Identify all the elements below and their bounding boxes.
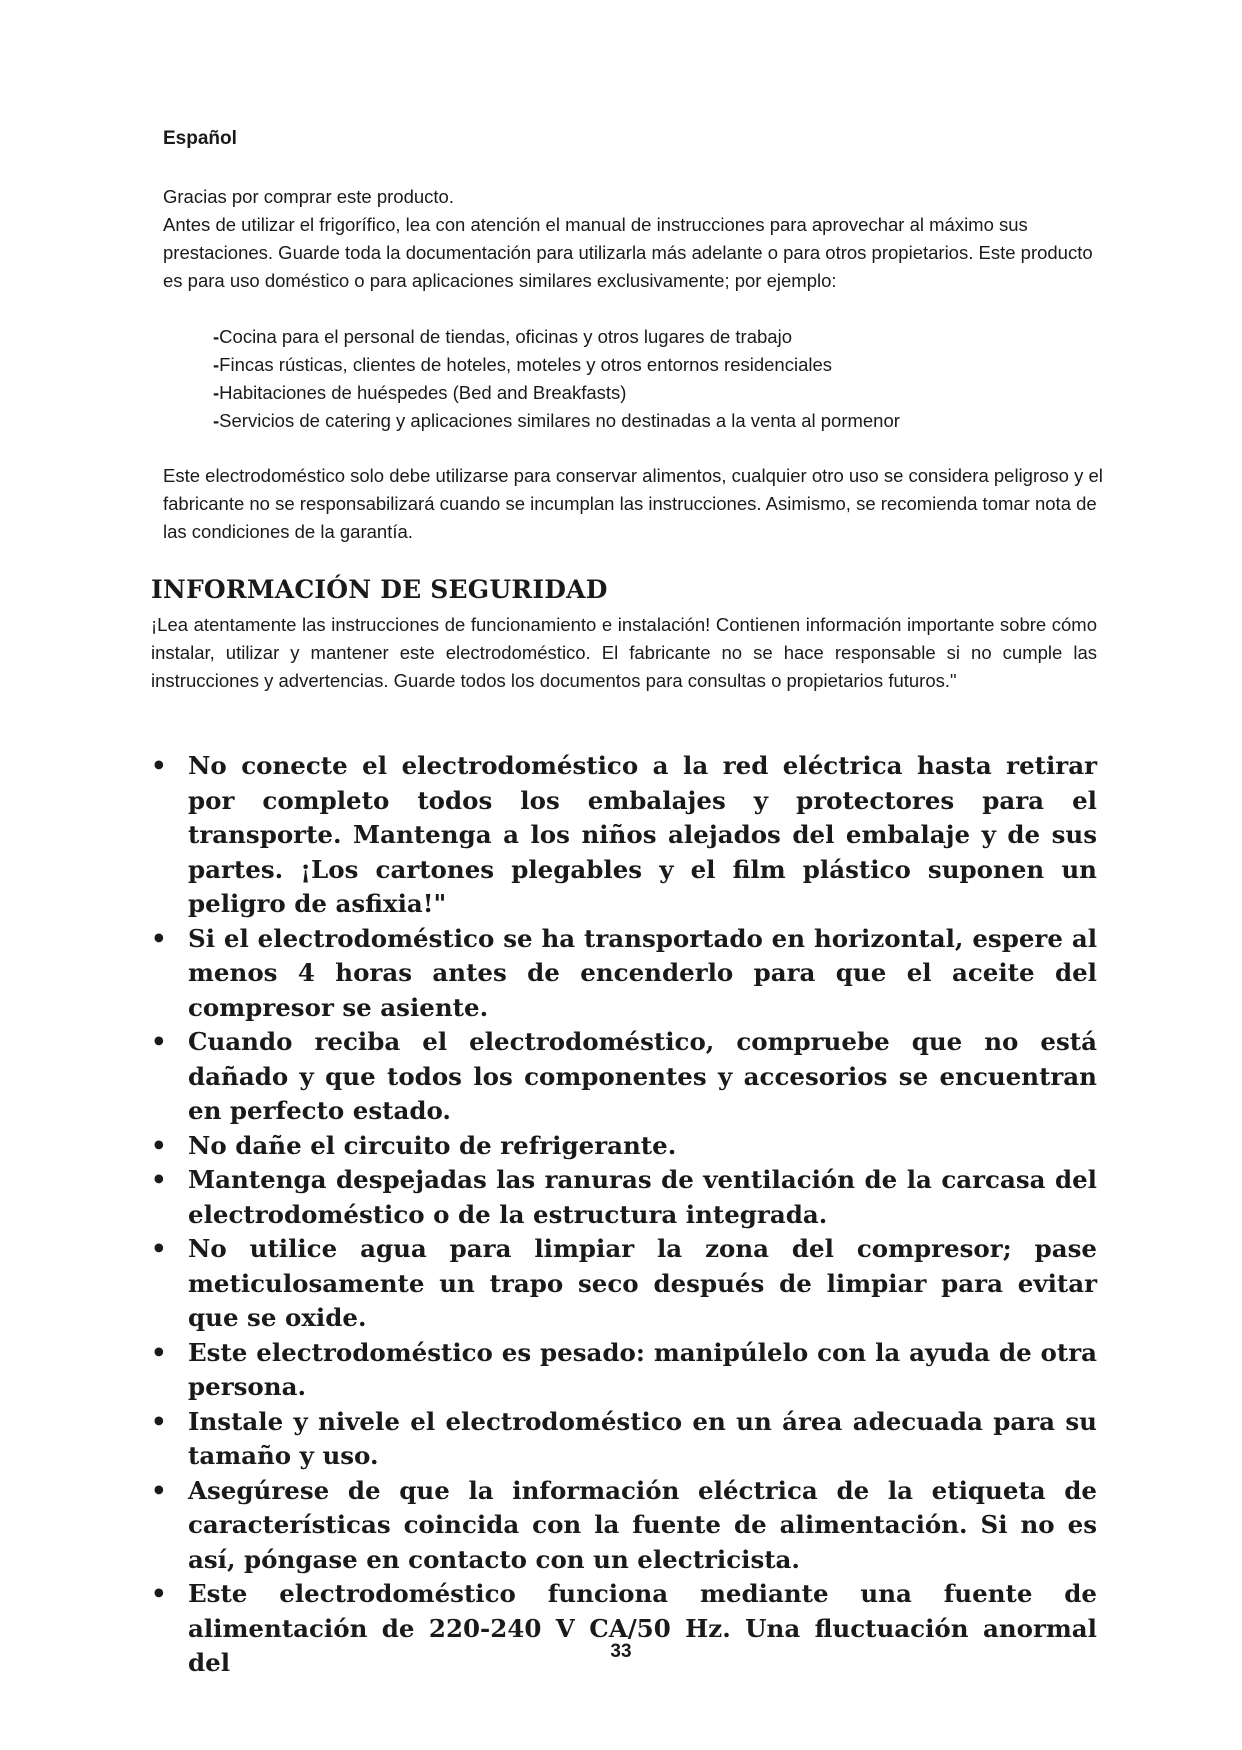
warning-item: • Cuando reciba el electrodoméstico, compruebe que no está dañado y que todos los componentes y accesorios se encuentran en perfecto estado.: [151, 1027, 1097, 1125]
language-heading: Español: [163, 128, 237, 149]
section-title: INFORMACIÓN DE SEGURIDAD: [151, 575, 608, 604]
warning-item: • Mantenga despejadas las ranuras de ventilación de la carcasa del electrodoméstico o de la estructura integrada.: [151, 1165, 1097, 1229]
list-item: -Servicios de catering y aplicaciones similares no destinadas a la venta al pormenor: [213, 410, 900, 431]
intro-thanks: Gracias por comprar este producto.: [163, 186, 454, 207]
warning-item: • Si el electrodoméstico se ha transportado en horizontal, espere al menos 4 horas antes de encenderlo para que el aceite del compresor se asiente.: [151, 923, 1097, 1022]
page-number: 33: [610, 1641, 632, 1662]
list-item: -Cocina para el personal de tiendas, oficinas y otros lugares de trabajo: [213, 326, 792, 347]
intro-block: [163, 183, 1103, 295]
bullet-icon: •: [151, 1579, 167, 1608]
warning-item: • Asegúrese de que la información eléctrica de la etiqueta de características coincida con la fuente de alimentación. Si no es así, póngase en contacto con un electricista.: [151, 1475, 1097, 1574]
bullet-icon: •: [151, 1337, 167, 1367]
warning-item: • Este electrodoméstico funciona mediante una fuente de alimentación de 220-240 V CA/50 Hz. Una fluctuación anormal del: [151, 1579, 1097, 1677]
bullet-icon: •: [151, 751, 167, 780]
intro-instructions: Antes de utilizar el frigorífico, lea con atención el manual de instrucciones para aprovechar al máximo sus prestaciones. Guarde toda la documentación para utilizarla más adelante o para otros propietarios. Este producto es para uso doméstico o para aplicaciones similares exclusivamente; por ejemplo:: [163, 214, 1093, 291]
bullet-icon: •: [151, 923, 167, 953]
bullet-icon: •: [151, 1130, 167, 1160]
list-item: -Habitaciones de huéspedes (Bed and Breakfasts): [213, 382, 627, 403]
usage-examples-list: [213, 323, 900, 435]
safety-warnings-list: [151, 749, 1097, 1681]
warning-item: • No dañe el circuito de refrigerante.: [151, 1129, 1097, 1164]
bullet-icon: •: [151, 1475, 167, 1505]
warning-item: • Este electrodoméstico es pesado: manipúlelo con la ayuda de otra persona.: [151, 1337, 1097, 1401]
warning-item: • Instale y nivele el electrodoméstico en un área adecuada para su tamaño y uso.: [151, 1406, 1097, 1470]
bullet-icon: •: [151, 1165, 167, 1194]
bullet-icon: •: [151, 1406, 167, 1436]
usage-note: Este electrodoméstico solo debe utilizarse para conservar alimentos, cualquier otro uso se considera peligroso y el fabricante no se responsabilizará cuando se incumplan las instrucciones. Asimismo, se recomienda tomar nota de las condiciones de la garantía.: [163, 465, 1103, 542]
list-item: -Fincas rústicas, clientes de hoteles, moteles y otros entornos residenciales: [213, 354, 833, 375]
bullet-icon: •: [151, 1234, 167, 1263]
warning-item: • No conecte el electrodoméstico a la red eléctrica hasta retirar por completo todos los embalajes y protectores para el transporte. Mantenga a los niños alejados del embalaje y de sus partes. ¡Los cartones plegables y el film plástico suponen un peligro de asfixia!": [151, 751, 1097, 918]
warning-item: • No utilice agua para limpiar la zona del compresor; pase meticulosamente un trapo seco después de limpiar para evitar que se oxide.: [151, 1234, 1097, 1332]
bullet-icon: •: [151, 1027, 167, 1056]
safety-intro: ¡Lea atentamente las instrucciones de funcionamiento e instalación! Contienen información importante sobre cómo instalar, utilizar y mantener este electrodoméstico. El fabricante no se hace responsable si no cumple las instrucciones y advertencias. Guarde todos los documentos para consultas o propietarios futuros.": [151, 614, 1097, 691]
